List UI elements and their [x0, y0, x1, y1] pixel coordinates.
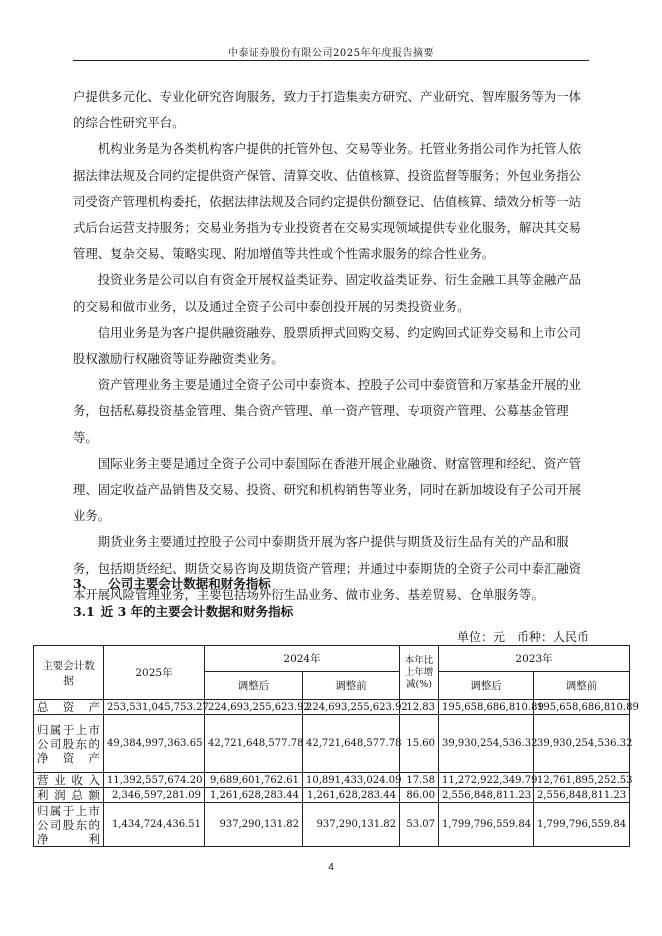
paragraph-asset-management: 资产管理业务主要是通过全资子公司中泰资本、控股子公司中泰资管和万家基金开展的业务，包括私募投资基金管理、集合资产管理、单一资产管理、专项资产管理、公募基金管理等。	[73, 377, 582, 445]
header-2024-adjusted: 调整后	[205, 672, 303, 700]
cell-2023-before: 39,930,254,536.32	[534, 715, 630, 773]
table-row	[34, 773, 630, 788]
cell-2024-before: 224,693,255,623.92	[303, 700, 400, 715]
row-label: 利润总额	[34, 788, 104, 803]
paragraph-credit-business: 信用业务是为客户提供融资融券、股票质押式回购交易、约定购回式证券交易和上市公司股权激励行权融资等证券融资类业务。	[73, 324, 582, 367]
cell-2025: 11,392,557,674.20	[104, 773, 205, 788]
cell-2025: 1,434,724,436.51	[104, 803, 205, 847]
cell-2024-adjusted: 42,721,648,577.78	[205, 715, 303, 773]
cell-2025: 49,384,997,363.65	[104, 715, 205, 773]
cell-2023-before: 12,761,895,252.53	[534, 773, 630, 788]
cell-2024-before: 1,261,628,283.44	[303, 788, 400, 803]
cell-2024-before: 42,721,648,577.78	[303, 715, 400, 773]
cell-2024-adjusted: 9,689,601,762.61	[205, 773, 303, 788]
cell-2024-adjusted: 224,693,255,623.92	[205, 700, 303, 715]
cell-change: 12.83	[400, 700, 439, 715]
cell-change: 53.07	[400, 803, 439, 847]
financial-data-table	[33, 645, 639, 847]
table-row	[34, 803, 630, 847]
cell-2023-adjusted: 2,556,848,811.23	[439, 788, 534, 803]
header-rule	[73, 60, 589, 61]
cell-2023-before: 1,799,796,559.84	[534, 803, 630, 847]
cell-2023-before: 2,556,848,811.23	[534, 788, 630, 803]
row-label: 归属于上市公司股东的净利	[34, 803, 104, 847]
cell-2024-adjusted: 1,261,628,283.44	[205, 788, 303, 803]
section-3-1-number: 3.1	[73, 604, 95, 619]
cell-change: 86.00	[400, 788, 439, 803]
table-row	[34, 715, 630, 773]
row-label: 营业收入	[34, 773, 104, 788]
unit-currency-note: 单位：元 币种：人民币	[456, 630, 589, 644]
table-row	[34, 700, 630, 715]
cell-2024-before: 10,891,433,024.09	[303, 773, 400, 788]
header-2023: 2023年	[439, 646, 630, 672]
table-row	[34, 788, 630, 803]
cell-2023-adjusted: 195,658,686,810.89	[439, 700, 534, 715]
header-item: 主要会计数据	[34, 646, 104, 700]
cell-2023-adjusted: 1,799,796,559.84	[439, 803, 534, 847]
header-2025: 2025年	[104, 646, 205, 700]
paragraph-international-business: 国际业务主要是通过全资子公司中泰国际在香港开展企业融资、财富管理和经纪、资产管理、固定收益产品销售及交易、投资、研究和机构销售等业务，同时在新加坡设有子公司开展业务。	[73, 455, 582, 524]
cell-2024-adjusted: 937,290,131.82	[205, 803, 303, 847]
cell-2025: 253,531,045,753.27	[104, 700, 205, 715]
cell-2023-adjusted: 11,272,922,349.79	[439, 773, 534, 788]
page-number: 4	[328, 862, 334, 873]
cell-change: 17.58	[400, 773, 439, 788]
header-2024-before: 调整前	[303, 672, 400, 700]
section-3-1-heading	[73, 602, 293, 620]
section-3-number: 3、	[73, 576, 95, 591]
row-label: 总资产	[34, 700, 104, 715]
page-header: 中泰证券股份有限公司2025年年度报告摘要	[228, 48, 434, 59]
header-change: 本年比上年增减(%)	[400, 646, 439, 700]
cell-change: 15.60	[400, 715, 439, 773]
paragraph-investment-business: 投资业务是公司以自有资金开展权益类证券、固定收益类证券、衍生金融工具等金融产品的交易和做市业务，以及通过全资子公司中泰创投开展的另类投资业务。	[73, 272, 582, 314]
cell-2024-before: 937,290,131.82	[303, 803, 400, 847]
paragraph-futures-business: 期货业务主要通过控股子公司中泰期货开展为客户提供与期货及衍生品有关的产品和服务，包括期货经纪、期货交易咨询及期货资产管理；并通过中泰期货的全资子公司中泰汇融资本开展风险管理业务，主要包括场外衍生品业务、做市业务、基差贸易、仓单服务等。	[73, 534, 582, 602]
cell-2025: 2,346,597,281.09	[104, 788, 205, 803]
header-2023-before: 调整前	[534, 672, 630, 700]
header-2024: 2024年	[205, 646, 400, 672]
paragraph-institutional-business: 机构业务是为各类机构客户提供的托管外包、交易等业务。托管业务指公司作为托管人依据法律法规及合同约定提供资产保管、清算交收、估值核算、投资监督等服务；外包业务指公司受资产管理机构委托，依据法律法规及合同约定提供份额登记、估值核算、绩效分析等一站式后台运营支持服务；交易业务指为专业投资者在交易实现领域提供专业化服务，解决其交易管理、复杂交易、策略实现、附加增值等共性或个性需求服务的综合性业务。	[73, 141, 582, 262]
section-3-title: 公司主要会计数据和财务指标	[108, 576, 271, 591]
paragraph-research-continued: 户提供多元化、专业化研究咨询服务，致力于打造集卖方研究、产业研究、智库服务等为一体的综合性研究平台。	[73, 89, 582, 131]
body-text	[73, 84, 593, 608]
section-3-heading	[73, 574, 271, 592]
header-2023-adjusted: 调整后	[439, 672, 534, 700]
cell-2023-before: 195,658,686,810.89	[534, 700, 630, 715]
row-label: 归属于上市公司股东的净资产	[34, 715, 104, 773]
section-3-1-title: 近 3 年的主要会计数据和财务指标	[100, 604, 294, 619]
cell-2023-adjusted: 39,930,254,536.32	[439, 715, 534, 773]
